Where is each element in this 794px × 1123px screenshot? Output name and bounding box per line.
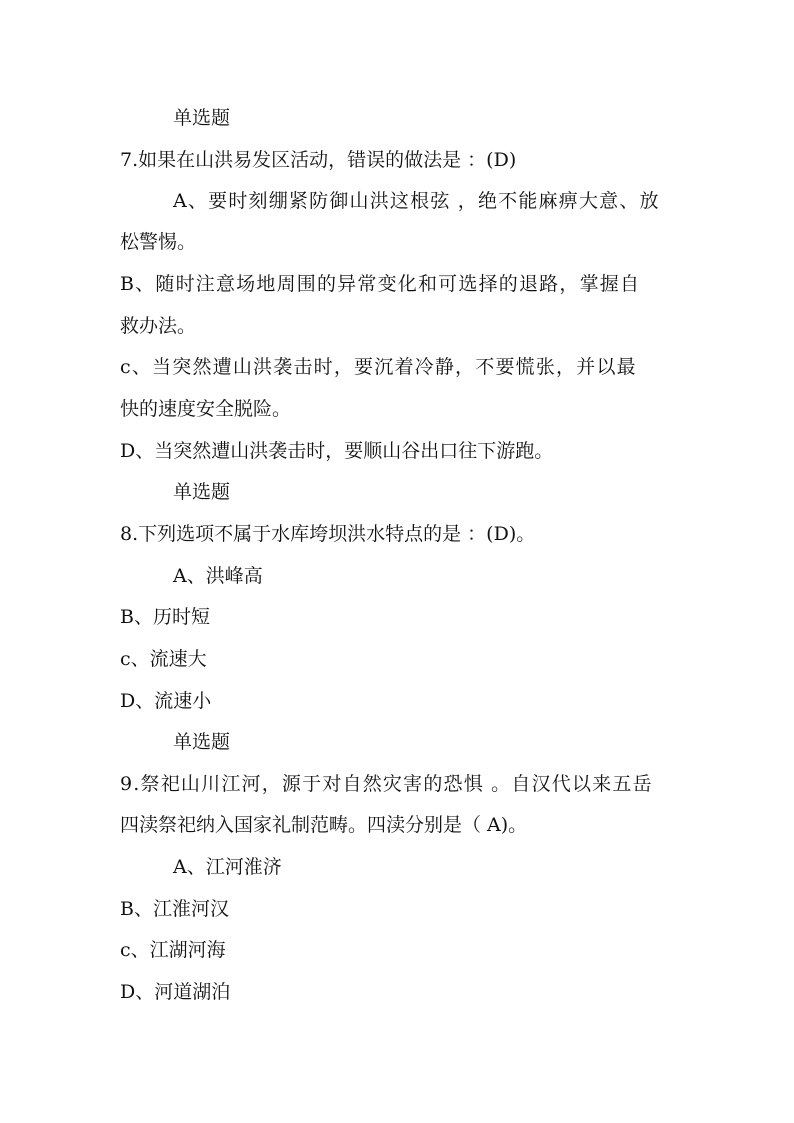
option-a: A、洪峰高	[173, 565, 263, 587]
question-stem: 8.下列选项不属于水库垮坝洪水特点的是 ：(D)。	[120, 523, 536, 545]
question-type-label: 单选题	[173, 481, 231, 503]
option-b-continuation: 救办法。	[120, 315, 197, 337]
question-stem: 7.如果在山洪易发区活动，错误的做法是 ：(D)	[120, 149, 517, 171]
option-a-continuation: 松警惕。	[120, 231, 197, 253]
option-c: c、流速大	[120, 648, 207, 670]
option-a: A、要时刻绷紧防御山洪这根弦 ，绝不能麻痹大意、放	[173, 190, 660, 212]
option-a: A、江河淮济	[173, 856, 282, 878]
question-type-label: 单选题	[173, 731, 231, 753]
option-d: D、当突然遭山洪袭击时，要顺山谷出口往下游跑。	[120, 440, 554, 462]
option-b: B、江淮河汉	[120, 898, 229, 920]
option-c: c、当突然遭山洪袭击时，要沉着冷静，不要慌张，并以最	[120, 356, 637, 378]
option-b: B、随时注意场地周围的异常变化和可选择的退路，掌握自	[120, 273, 641, 295]
option-c-continuation: 快的速度安全脱险。	[120, 398, 292, 420]
option-b: B、历时短	[120, 606, 210, 628]
question-stem: 9.祭祀山川江河，源于对自然灾害的恐惧 。自汉代以来五岳	[120, 773, 653, 795]
option-c: c、江湖河海	[120, 939, 226, 961]
question-type-label: 单选题	[173, 107, 231, 129]
question-stem-continuation: 四渎祭祀纳入国家礼制范畴。四渎分别是（ A)。	[120, 814, 528, 836]
option-d: D、流速小	[120, 690, 212, 712]
option-d: D、河道湖泊	[120, 981, 231, 1003]
